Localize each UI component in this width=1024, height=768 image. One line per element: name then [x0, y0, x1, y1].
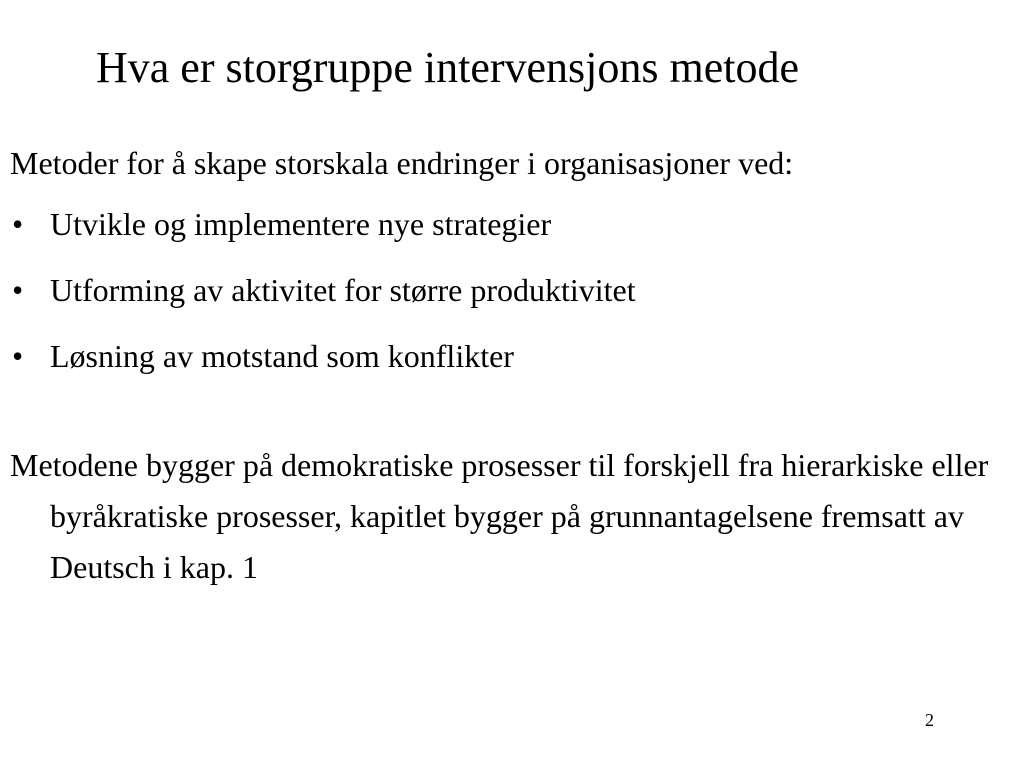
bullet-item [10, 200, 1010, 248]
bullet-item [10, 332, 1010, 380]
bullet-text: Løsning av motstand som konflikter [50, 338, 514, 374]
closing-paragraph: Metodene bygger på demokratiske prosesser til forskjell fra hierarkiske eller byråkratiske prosesser, kapitlet bygger på grunnantagelsene fremsatt av Deutsch i kap. 1 [10, 447, 989, 585]
bullet-icon: • [12, 338, 24, 374]
intro-paragraph: Metoder for å skape storskala endringer i organisasjoner ved: [10, 145, 794, 181]
bullet-icon: • [12, 206, 24, 242]
slide-body [10, 136, 1010, 593]
bullet-item [10, 266, 1010, 314]
bullet-list [10, 200, 1010, 380]
bullet-text: Utvikle og implementere nye strategier [50, 206, 552, 242]
page-number: 2 [925, 710, 934, 730]
bullet-icon: • [12, 272, 24, 308]
slide-title: Hva er storgruppe intervensjons metode [96, 43, 800, 92]
bullet-text: Utforming av aktivitet for større produktivitet [50, 272, 636, 308]
